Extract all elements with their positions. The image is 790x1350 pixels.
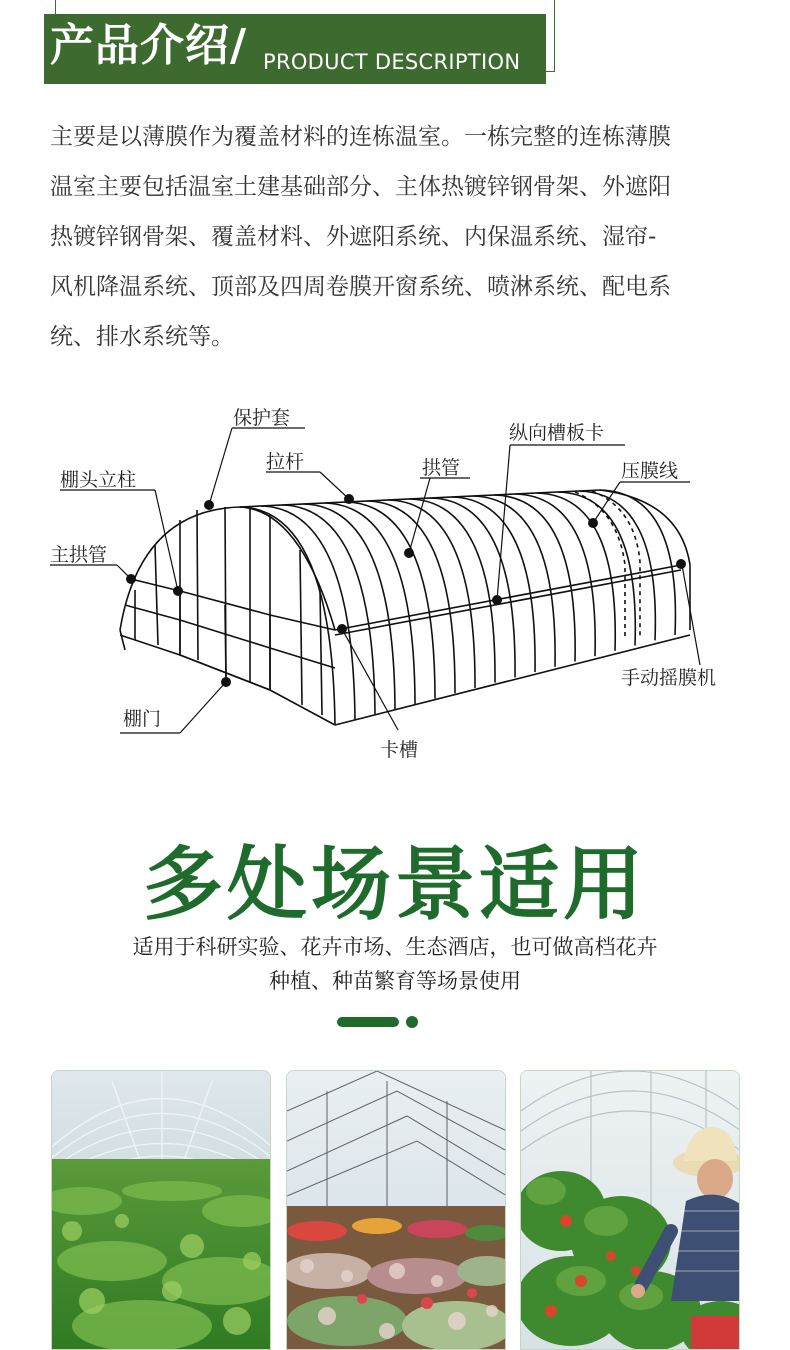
longitudinal-rail bbox=[335, 565, 681, 630]
description-line: 主要是以薄膜作为覆盖材料的连栋温室。一栋完整的连栋薄膜 bbox=[50, 124, 671, 150]
arch-rib bbox=[431, 498, 515, 677]
callout-dot bbox=[404, 548, 414, 558]
label-arch-pipe: 拱管 bbox=[422, 457, 461, 479]
arch-rib bbox=[600, 490, 675, 635]
product-description bbox=[50, 112, 750, 362]
label-door: 棚门 bbox=[123, 708, 162, 730]
greenhouse-flower-market-photo bbox=[286, 1070, 506, 1350]
arch-rib bbox=[536, 493, 615, 651]
front-mid-rail bbox=[131, 579, 335, 630]
label-end-column: 棚头立柱 bbox=[60, 469, 137, 491]
greenhouse-structure-diagram bbox=[0, 390, 790, 770]
front-post bbox=[320, 590, 322, 715]
front-post bbox=[155, 545, 158, 645]
arch-rib bbox=[346, 502, 435, 699]
arch-rib bbox=[452, 497, 535, 672]
description-line: 温室主要包括温室土建基础部分、主体热镀锌钢骨架、外遮阳 bbox=[50, 174, 671, 200]
front-edge bbox=[120, 630, 125, 650]
callout-dot bbox=[173, 586, 183, 596]
label-film-line: 压膜线 bbox=[621, 460, 679, 482]
label-tie-rod: 拉杆 bbox=[266, 451, 305, 473]
description-line: 风机降温系统、顶部及四周卷膜开窗系统、喷淋系统、配电系 bbox=[50, 274, 671, 300]
scenes-title: 多处场景适用 bbox=[143, 838, 647, 931]
description-line: 统、排水系统等。 bbox=[50, 324, 234, 350]
label-longitudinal-clip: 纵向槽板卡 bbox=[509, 422, 605, 444]
arch-rib bbox=[579, 491, 656, 640]
callout-dot bbox=[492, 595, 502, 605]
label-main-arch: 主拱管 bbox=[50, 544, 108, 566]
arch-rib bbox=[409, 499, 495, 683]
description-line: 热镀锌钢骨架、覆盖材料、外遮阳系统、内保温系统、湿帘- bbox=[50, 224, 657, 250]
label-protect-sleeve: 保护套 bbox=[233, 407, 291, 429]
arch-rib bbox=[388, 500, 475, 688]
section-title-en: PRODUCT DESCRIPTION bbox=[263, 50, 521, 74]
callout-dot bbox=[588, 518, 598, 528]
decorative-dash bbox=[337, 1017, 399, 1027]
callout-dot bbox=[344, 494, 354, 504]
decorative-dot bbox=[406, 1016, 418, 1028]
greenhouse-frame bbox=[120, 490, 690, 725]
callout-dot bbox=[337, 624, 347, 634]
scenes-subtitle-line: 适用于科研实验、花卉市场、生态酒店，也可做高档花卉 bbox=[132, 935, 658, 959]
scenes-subtitle-line: 种植、种苗繁育等场景使用 bbox=[269, 969, 521, 993]
front-post bbox=[300, 550, 302, 705]
greenhouse-fruit-picking-photo bbox=[520, 1070, 740, 1350]
film-line-dashed bbox=[575, 492, 625, 640]
door-center bbox=[225, 605, 226, 680]
section-title-cn: 产品介绍/ bbox=[50, 20, 248, 71]
callout-dot bbox=[221, 677, 231, 687]
longitudinal-rail-2 bbox=[335, 570, 681, 635]
arch-rib bbox=[367, 501, 455, 693]
scenes-subtitle bbox=[0, 930, 790, 998]
callout-dot bbox=[676, 559, 686, 569]
arch-rib bbox=[261, 506, 355, 720]
greenhouse-vegetables-photo bbox=[51, 1070, 271, 1350]
label-slot: 卡槽 bbox=[380, 739, 419, 761]
front-post bbox=[197, 510, 198, 660]
callout-dot bbox=[204, 500, 214, 510]
label-film-roller: 手动摇膜机 bbox=[621, 667, 717, 689]
callout-dot bbox=[126, 574, 136, 584]
front-arch bbox=[120, 507, 335, 630]
